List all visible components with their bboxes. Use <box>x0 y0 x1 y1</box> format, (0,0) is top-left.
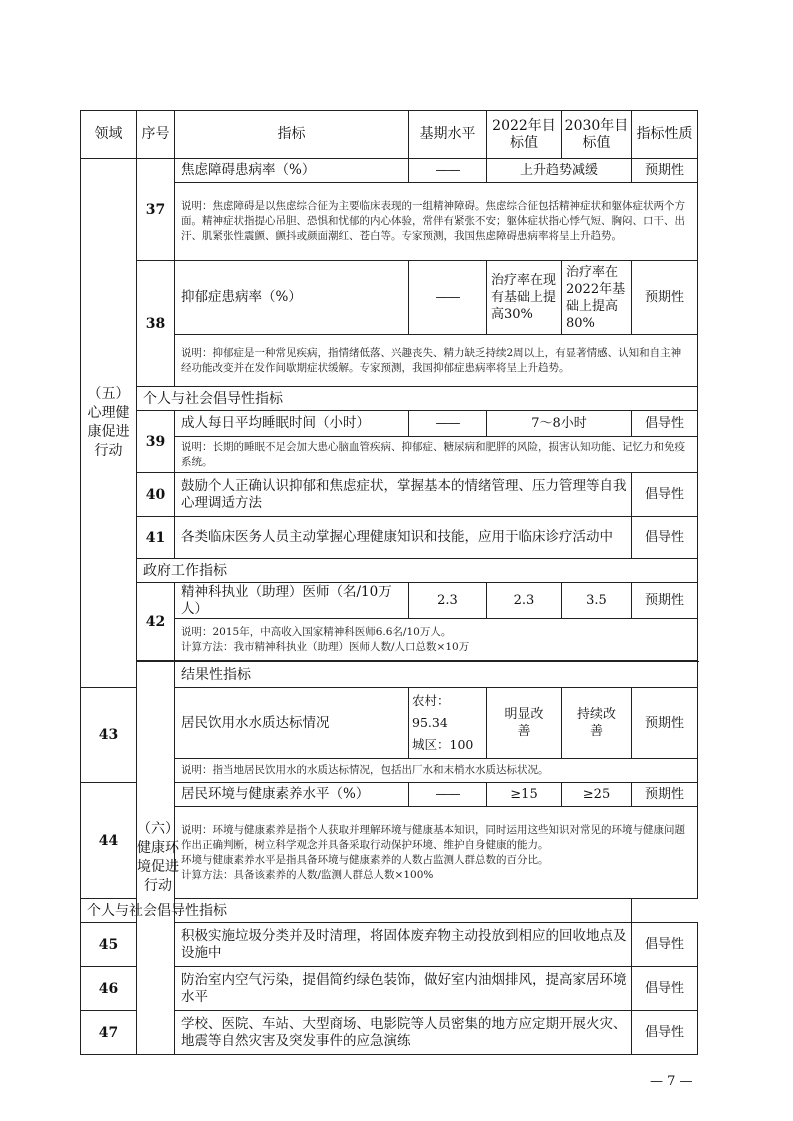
baseline-43-urban: 城区：100 <box>412 737 474 752</box>
indicator-43: 居民饮用水水质达标情况 <box>175 688 409 759</box>
seq-41: 41 <box>137 517 175 559</box>
seq-38: 38 <box>137 261 175 387</box>
nature-41: 倡导性 <box>632 517 698 559</box>
indicator-45: 积极实施垃圾分类并及时清理，将固体废弃物主动投放到相应的回收地点及设施中 <box>175 923 632 967</box>
target-37: 上升趋势减缓 <box>487 159 632 183</box>
note-38: 说明：抑郁症是一种常见疾病，指情绪低落、兴趣丧失、精力缺乏持续2周以上，有显著情感、认知和自主神经功能改变并在发作间歇期症状缓解。专家预测，我国抑郁症患病率将呈上升趋势。 <box>175 335 698 387</box>
target-2022-38: 治疗率在现有基础上提高30% <box>487 261 562 335</box>
indicator-44: 居民环境与健康素养水平（%） <box>175 783 409 807</box>
seq-40: 40 <box>137 473 175 517</box>
section-personal-social-5: 个人与社会倡导性指标 <box>137 387 698 411</box>
indicator-39: 成人每日平均睡眠时间（小时） <box>175 411 409 437</box>
baseline-42: 2.3 <box>409 583 487 619</box>
target-2022-42: 2.3 <box>487 583 562 619</box>
section-personal-social-6: 个人与社会倡导性指标 <box>81 899 632 923</box>
header-target-2030: 2030年目标值 <box>562 111 632 159</box>
domain-cell-5 <box>81 159 137 688</box>
section-result: 结果性指标 <box>175 662 698 688</box>
domain-label-5: （五）心理健康促进行动 <box>87 386 130 459</box>
table-header-row <box>81 111 698 159</box>
note-42: 说明：2015年，中高收入国家精神科医师6.6名/10万人。 计算方法：我市精神科执业（助理）医师人数/人口总数×10万 <box>175 619 698 661</box>
nature-42: 预期性 <box>632 583 698 619</box>
table-row <box>81 159 698 183</box>
table-row <box>81 559 698 583</box>
baseline-43 <box>409 688 487 759</box>
seq-46: 46 <box>81 967 137 1011</box>
target-2030-38: 治疗率在2022年基础上提高80% <box>562 261 632 335</box>
table-row <box>81 387 698 411</box>
section-government: 政府工作指标 <box>137 559 698 583</box>
table-row <box>81 411 698 437</box>
indicator-37: 焦虑障碍患病率（%） <box>175 159 409 183</box>
baseline-38: —— <box>409 261 487 335</box>
table-row <box>81 899 698 923</box>
seq-47: 47 <box>81 1011 137 1055</box>
note-37: 说明：焦虑障碍是以焦虑综合征为主要临床表现的一组精神障碍。焦虑综合征包括精神症状和躯体症状两个方面。精神症状指提心吊胆、恐惧和忧郁的内心体验，常伴有紧张不安；躯体症状指心悸气短、胸闷、口干、出汗、肌紧张性震颤、颤抖或颜面潮红、苍白等。专家预测，我国焦虑障碍患病率将呈上升趋势。 <box>175 183 698 261</box>
baseline-43-rural: 农村：95.34 <box>412 693 450 730</box>
nature-44: 预期性 <box>632 783 698 807</box>
target-2030-42: 3.5 <box>562 583 632 619</box>
header-baseline: 基期水平 <box>409 111 487 159</box>
nature-43: 预期性 <box>632 688 698 759</box>
indicator-38: 抑郁症患病率（%） <box>175 261 409 335</box>
table-row <box>81 473 698 517</box>
indicator-40: 鼓励个人正确认识抑郁和焦虑症状，掌握基本的情绪管理、压力管理等自我心理调适方法 <box>175 473 632 517</box>
seq-45: 45 <box>81 923 137 967</box>
header-indicator: 指标 <box>175 111 409 159</box>
seq-42: 42 <box>137 583 175 661</box>
target-2030-44: ≥25 <box>562 783 632 807</box>
indicator-46: 防治室内空气污染，提倡简约绿色装饰，做好室内油烟排风，提高家居环境水平 <box>175 967 632 1011</box>
header-target-2022: 2022年目标值 <box>487 111 562 159</box>
page-number: — 7 — <box>650 1074 693 1089</box>
header-nature: 指标性质 <box>632 111 698 159</box>
note-44: 说明：环境与健康素养是指个人获取并理解环境与健康基本知识，同时运用这些知识对常见的环境与健康问题作出正确判断，树立科学观念并具备采取行动保护环境、维护自身健康的能力。 环境与健康素养水平是指具备环境与健康素养的人数占监测人群总数的百分比。 计算方法：具备该素养的人数/监测人群总人数×100% <box>175 807 698 899</box>
indicator-table <box>80 110 698 1055</box>
target-2022-43: 明显改善 <box>487 688 562 759</box>
nature-40: 倡导性 <box>632 473 698 517</box>
target-2022-44: ≥15 <box>487 783 562 807</box>
note-43: 说明：指当地居民饮用水的水质达标情况，包括出厂水和末梢水水质达标状况。 <box>175 759 698 783</box>
domain-cell-6 <box>137 662 179 1055</box>
nature-37: 预期性 <box>632 159 698 183</box>
baseline-37: —— <box>409 159 487 183</box>
table-row <box>81 261 698 335</box>
indicator-table-container <box>80 110 697 1055</box>
indicator-41: 各类临床医务人员主动掌握心理健康知识和技能，应用于临床诊疗活动中 <box>175 517 632 559</box>
indicator-42: 精神科执业（助理）医师（名/10万人） <box>175 583 409 619</box>
nature-38: 预期性 <box>632 261 698 335</box>
table-row <box>81 583 698 619</box>
table-row <box>81 662 698 688</box>
seq-44: 44 <box>81 783 137 899</box>
seq-39: 39 <box>137 411 175 473</box>
header-seq: 序号 <box>137 111 175 159</box>
nature-47: 倡导性 <box>632 1011 698 1055</box>
target-2030-43: 持续改善 <box>562 688 632 759</box>
header-domain: 领域 <box>81 111 137 159</box>
target-39: 7～8小时 <box>487 411 632 437</box>
seq-43: 43 <box>81 688 137 783</box>
nature-45: 倡导性 <box>632 923 698 967</box>
note-39: 说明：长期的睡眠不足会加大患心脑血管疾病、抑郁症、糖尿病和肥胖的风险，损害认知功能、记忆力和免疫系统。 <box>175 437 698 473</box>
baseline-44: —— <box>409 783 487 807</box>
table-row <box>81 517 698 559</box>
domain-label-6: （六）健康环境促进行动 <box>137 821 179 894</box>
indicator-47: 学校、医院、车站、大型商场、电影院等人员密集的地方应定期开展火灾、地震等自然灾害及突发事件的应急演练 <box>175 1011 632 1055</box>
baseline-39: —— <box>409 411 487 437</box>
nature-46: 倡导性 <box>632 967 698 1011</box>
seq-37: 37 <box>137 159 175 261</box>
nature-39: 倡导性 <box>632 411 698 437</box>
